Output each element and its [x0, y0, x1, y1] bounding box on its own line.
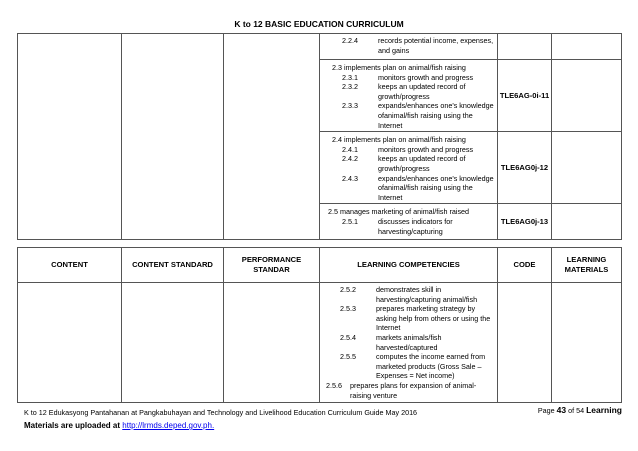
competency-cell — [320, 283, 498, 403]
competency-cell — [320, 132, 498, 204]
page-of: of — [568, 406, 575, 415]
competency-cell — [320, 34, 498, 60]
competency-text: prepares marketing strategy by asking help from others or using the Internet — [376, 304, 491, 333]
learning-materials-cell — [552, 283, 622, 403]
competency-text: expands/enhances one's knowledge ofanimal/fish raising using the Internet — [378, 173, 494, 202]
header-code: CODE — [498, 248, 552, 283]
page-indicator — [538, 405, 622, 415]
competency-text: computes the income earned from marketed products (Gross Sale – Expenses = Net income) — [376, 352, 486, 381]
competency-text: demonstrates skill in harvesting/capturing animal/fish — [376, 285, 478, 304]
competency-item — [326, 381, 495, 400]
footer-materials — [24, 421, 214, 430]
footer-guide-text: K to 12 Edukasyong Pantahanan at Pangkabuhayan and Technology and Livelihood Education Curriculum Guide May 2016 — [24, 408, 418, 417]
code-cell: TLE6AG0j-13 — [498, 204, 552, 240]
competency-cell — [320, 60, 498, 132]
competency-item — [328, 73, 495, 83]
competency-number: 2.5.2 — [340, 285, 356, 294]
competency-number: 2.5.4 — [340, 332, 356, 342]
table-row — [18, 34, 622, 60]
competency-heading: 2.5 manages marketing of animal/fish raised — [328, 207, 470, 217]
learning-word: Learning — [586, 405, 622, 415]
competency-cell — [320, 204, 498, 240]
materials-text: Materials are uploaded at — [24, 421, 121, 430]
learning-materials-cell — [552, 204, 622, 240]
competency-item — [326, 285, 495, 304]
header-performance-standard: PERFORMANCE STANDAR — [224, 248, 320, 283]
competency-heading: 2.3 implements plan on animal/fish raising — [332, 63, 466, 72]
competency-item — [326, 304, 495, 333]
competency-text: monitors growth and progress — [378, 144, 474, 154]
competency-item — [328, 101, 495, 130]
competency-item — [328, 145, 495, 155]
competency-item — [328, 154, 495, 173]
content-cell — [18, 34, 122, 240]
header-content: CONTENT — [18, 248, 122, 283]
competency-text: discusses indicators for harvesting/capturing — [378, 216, 453, 236]
header-content-standard: CONTENT STANDARD — [122, 248, 224, 283]
competency-text: keeps an updated record of growth/progress — [378, 154, 466, 173]
code-cell — [498, 34, 552, 60]
competency-item — [328, 82, 495, 101]
competency-item — [328, 217, 495, 236]
competency-number: 2.3.3 — [342, 101, 358, 111]
content-standard-cell — [122, 34, 224, 240]
competency-number: 2.5.1 — [342, 216, 358, 226]
page-prefix: Page — [537, 406, 555, 415]
competency-number: 2.3.1 — [342, 72, 358, 82]
page-number: 43 — [556, 405, 567, 415]
competency-number: 2.3.2 — [342, 82, 358, 92]
curriculum-table-top — [17, 33, 622, 240]
competency-number: 2.4.2 — [342, 154, 358, 164]
competency-text: prepares plans for expansion of animal-raising venture — [350, 380, 477, 400]
header-learning-materials: LEARNING MATERIALS — [552, 248, 622, 283]
page-total: 54 — [576, 406, 585, 415]
competency-number: 2.5.5 — [340, 352, 356, 362]
learning-materials-cell — [552, 60, 622, 132]
competency-item — [326, 333, 495, 352]
content-cell — [18, 283, 122, 403]
competency-heading: 2.4 implements plan on animal/fish raising — [332, 135, 466, 145]
competency-item — [328, 36, 495, 55]
competency-item — [326, 352, 495, 381]
table-row — [18, 283, 622, 403]
table-header-row — [18, 248, 622, 283]
code-cell: TLE6AG0j-12 — [498, 132, 552, 204]
competency-number: 2.5.3 — [340, 304, 356, 314]
document-header: K to 12 BASIC EDUCATION CURRICULUM — [234, 19, 404, 29]
competency-text: markets animals/fish harvested/captured — [376, 332, 442, 352]
performance-standard-cell — [224, 283, 320, 403]
code-cell: TLE6AG-0i-11 — [498, 60, 552, 132]
competency-number: 2.2.4 — [342, 36, 358, 45]
curriculum-table-bottom — [17, 247, 622, 403]
competency-text: monitors growth and progress — [378, 72, 474, 82]
code-cell — [498, 283, 552, 403]
competency-text: keeps an updated record of growth/progress — [378, 82, 466, 101]
competency-text: records potential income, expenses, and gains — [378, 36, 494, 55]
performance-standard-cell — [224, 34, 320, 240]
competency-text: expands/enhances one's knowledge ofanimal/fish raising using the Internet — [378, 101, 494, 130]
header-learning-competencies: LEARNING COMPETENCIES — [320, 248, 498, 283]
lrmds-link[interactable]: http://lrmds.deped.gov.ph. — [122, 421, 215, 430]
competency-item — [328, 174, 495, 203]
competency-number: 2.4.3 — [342, 173, 358, 183]
competency-number: 2.5.6 — [326, 380, 342, 390]
learning-materials-cell — [552, 34, 622, 60]
content-standard-cell — [122, 283, 224, 403]
learning-materials-cell — [552, 132, 622, 204]
competency-number: 2.4.1 — [342, 144, 358, 154]
